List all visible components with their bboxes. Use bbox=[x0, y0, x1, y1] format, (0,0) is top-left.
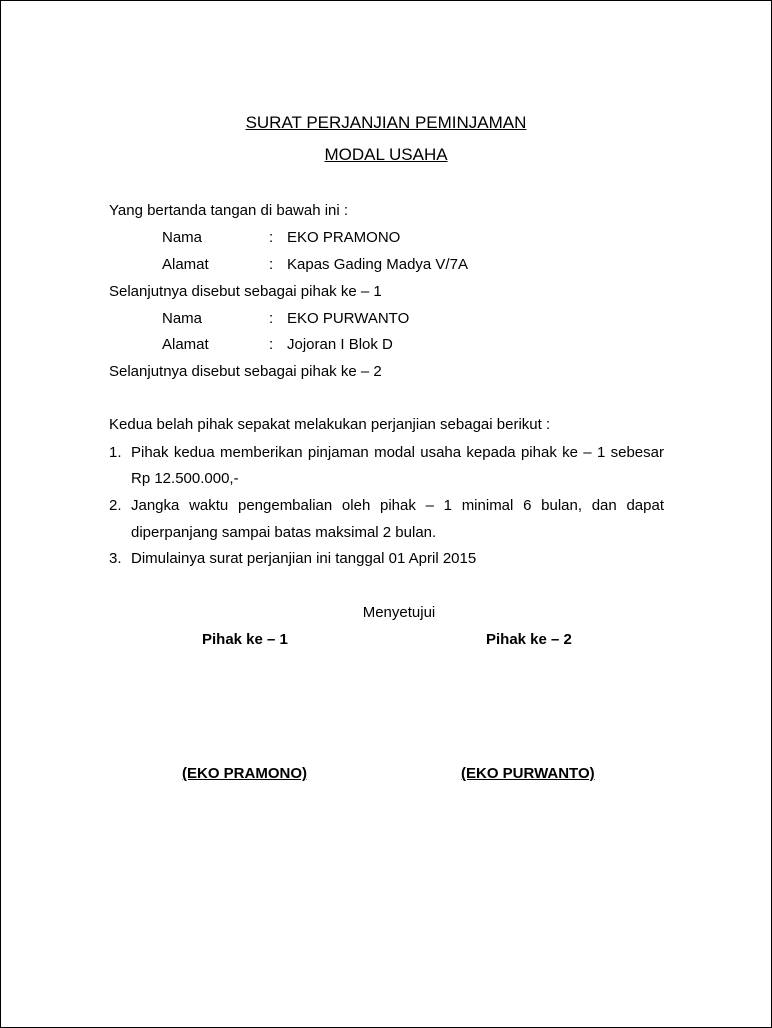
document-title-line-2: MODAL USAHA bbox=[324, 145, 448, 164]
party1-designation: Selanjutnya disebut sebagai pihak ke – 1 bbox=[109, 283, 382, 300]
document-title-line-1: SURAT PERJANJIAN PEMINJAMAN bbox=[245, 113, 527, 132]
signature-left-name: (EKO PRAMONO) bbox=[182, 765, 307, 782]
signature-right-heading: Pihak ke – 2 bbox=[486, 631, 572, 648]
intro-text: Yang bertanda tangan di bawah ini : bbox=[109, 202, 349, 219]
item-1-line-2: Rp 12.500.000,- bbox=[131, 470, 239, 487]
party2-name-colon: : bbox=[269, 310, 274, 327]
signature-left-heading: Pihak ke – 1 bbox=[202, 631, 288, 648]
item-3-line-1: Dimulainya surat perjanjian ini tanggal 01 April 2015 bbox=[131, 550, 477, 567]
party2-name-label: Nama bbox=[162, 310, 203, 327]
item-2-line-1: Jangka waktu pengembalian oleh pihak – 1 minimal 6 bulan, dan dapat bbox=[131, 497, 664, 514]
party1-address-value: Kapas Gading Madya V/7A bbox=[287, 256, 468, 273]
signature-right-name: (EKO PURWANTO) bbox=[461, 765, 595, 782]
item-2-line-2: diperpanjang sampai batas maksimal 2 bulan. bbox=[131, 524, 437, 541]
party2-name-value: EKO PURWANTO bbox=[287, 310, 410, 327]
item-1-number: 1. bbox=[109, 444, 122, 461]
item-2-number: 2. bbox=[109, 497, 122, 514]
party1-name-label: Nama bbox=[162, 229, 203, 246]
item-1-line-1: Pihak kedua memberikan pinjaman modal usaha kepada pihak ke – 1 sebesar bbox=[131, 444, 664, 461]
party2-address-value: Jojoran I Blok D bbox=[287, 336, 393, 353]
approval-text: Menyetujui bbox=[362, 604, 436, 621]
agreement-intro: Kedua belah pihak sepakat melakukan perjanjian sebagai berikut : bbox=[109, 416, 551, 433]
party2-address-colon: : bbox=[269, 336, 274, 353]
party1-name-value: EKO PRAMONO bbox=[287, 229, 401, 246]
party1-address-colon: : bbox=[269, 256, 274, 273]
party2-designation: Selanjutnya disebut sebagai pihak ke – 2 bbox=[109, 363, 382, 380]
item-3-number: 3. bbox=[109, 550, 122, 567]
party1-name-colon: : bbox=[269, 229, 274, 246]
party2-address-label: Alamat bbox=[162, 336, 209, 353]
party1-address-label: Alamat bbox=[162, 256, 209, 273]
